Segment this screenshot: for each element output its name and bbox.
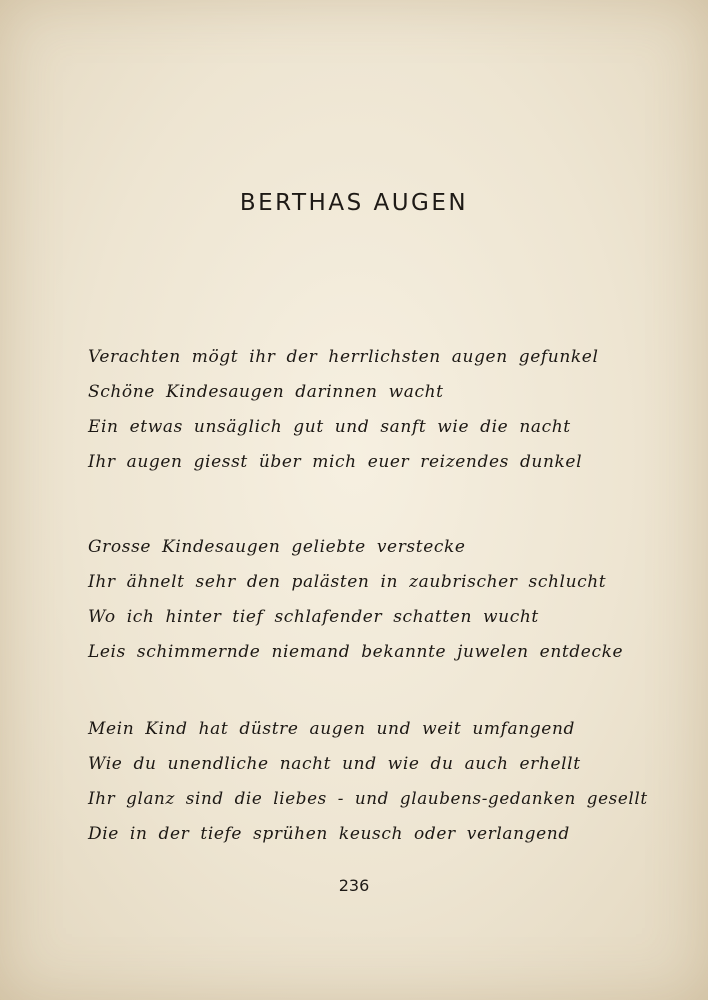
- stanza-3: [88, 712, 648, 852]
- stanza-1: [88, 340, 648, 480]
- poem-line: Mein Kind hat düstre augen und weit umfangend: [88, 719, 575, 739]
- stanza-2: [88, 530, 648, 670]
- poem-title: BERTHAS AUGEN: [239, 190, 469, 216]
- poem-line: Wie du unendliche nacht und wie du auch erhellt: [88, 754, 581, 774]
- poem-line: Wo ich hinter tief schlafender schatten wucht: [88, 607, 539, 627]
- poem-line: Ihr augen giesst über mich euer reizendes dunkel: [88, 452, 583, 472]
- poem-line: Die in der tiefe sprühen keusch oder verlangend: [88, 824, 570, 844]
- poem-line: Leis schimmernde niemand bekannte juwelen entdecke: [88, 642, 624, 662]
- page-number: 236: [338, 876, 370, 895]
- poem-line: Grosse Kindesaugen geliebte verstecke: [88, 537, 466, 557]
- poem-line: Ihr ähnelt sehr den palästen in zaubrischer schlucht: [88, 572, 607, 592]
- poem-line: Ihr glanz sind die liebes - und glaubens-gedanken gesellt: [88, 789, 648, 809]
- poem-line: Ein etwas unsäglich gut und sanft wie die nacht: [88, 417, 571, 437]
- poem-line: Verachten mögt ihr der herrlichsten augen gefunkel: [88, 347, 599, 367]
- poem-line: Schöne Kindesaugen darinnen wacht: [88, 382, 444, 402]
